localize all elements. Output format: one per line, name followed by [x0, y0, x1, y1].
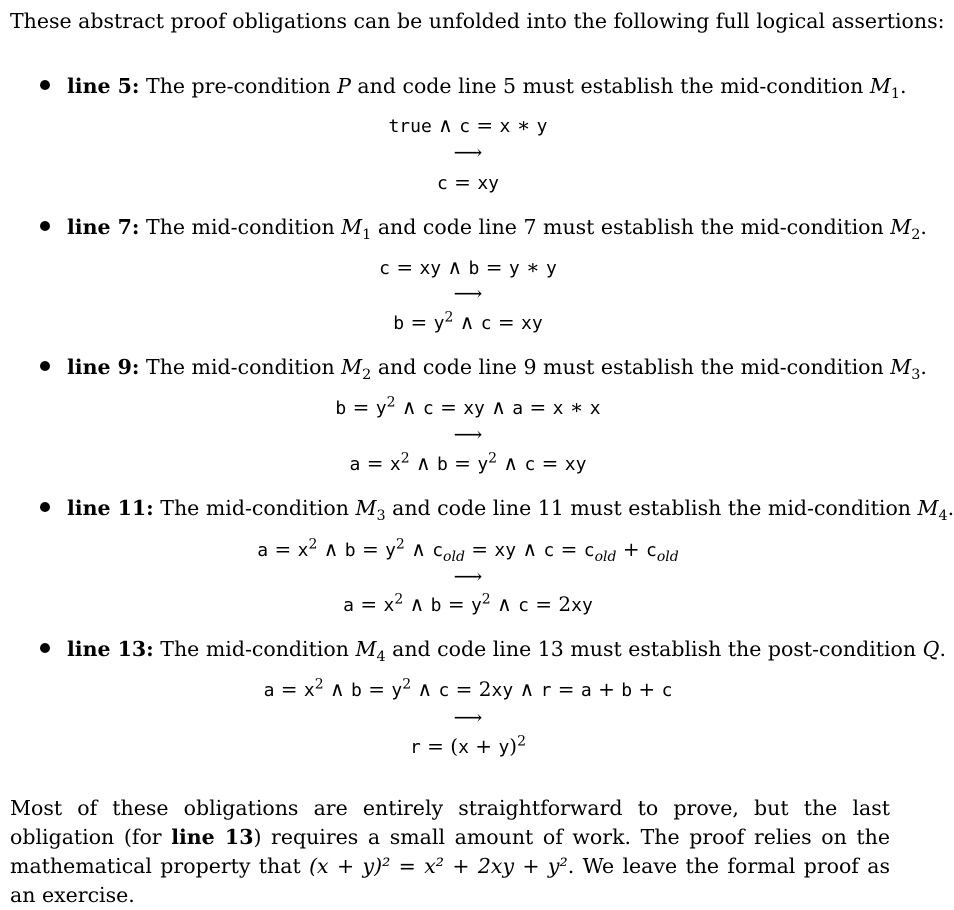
- formula-rhs: $b = y^2$ ∧ c = xy: [393, 309, 543, 334]
- list-item: line 7: The mid-condition $M_1$ and code line 7 must establish the mid-condition $M_2$.: [40, 215, 927, 239]
- implies-arrow: ⟶: [453, 564, 483, 588]
- list-item: line 5: The pre-condition P and code line 5 must establish the mid-condition $M_1$.: [40, 74, 906, 98]
- list-item: line 9: The mid-condition $M_2$ and code line 9 must establish the mid-condition $M_3$.: [40, 355, 927, 379]
- implies-arrow: ⟶: [453, 281, 483, 305]
- bullet-icon: [40, 361, 50, 371]
- bullet-icon: [40, 643, 50, 653]
- formula-rhs: c = xy: [436, 170, 499, 194]
- implies-arrow: ⟶: [453, 705, 483, 729]
- list-item: line 11: The mid-condition $M_3$ and code line 11 must establish the mid-condition $M_4$.: [40, 496, 954, 520]
- closing-paragraph: Most of these obligations are entirely straightforward to prove, but the last obligation (for line 13) requires a small amount of work. The proof relies on the mathematical property that (x + y)² = x² + 2xy + y². We leave the formal proof as an exercise.: [10, 796, 890, 907]
- formula-rhs: $a = x^2$ ∧ $b = y^2$ ∧ c = xy: [349, 450, 587, 475]
- formula-rhs: $r = (x + y)^2$: [409, 733, 527, 758]
- list-item: line 13: The mid-condition $M_4$ and code line 13 must establish the post-condition Q.: [40, 637, 946, 661]
- bullet-icon: [40, 221, 50, 231]
- formula-lhs: true ∧ c = x ∗ y: [388, 113, 548, 137]
- item-label: line 5:: [67, 74, 140, 98]
- formula-rhs: $a = x^2$ ∧ $b = y^2$ ∧ c = 2xy: [343, 591, 593, 616]
- bullet-icon: [40, 502, 50, 512]
- formula-lhs: $a = x^2$ ∧ $b = y^2$ ∧ $c_{old}$ = xy ∧ $c = c_{old} + c_{old}$: [257, 536, 679, 565]
- bullet-icon: [40, 80, 50, 90]
- implies-arrow: ⟶: [453, 422, 483, 446]
- implies-arrow: ⟶: [453, 140, 483, 164]
- formula-lhs: c = xy ∧ b = y ∗ y: [379, 255, 557, 279]
- formula-lhs: $a = x^2$ ∧ $b = y^2$ ∧ c = 2xy ∧ r = a + b + c: [263, 676, 673, 701]
- formula-lhs: $b = y^2$ ∧ c = xy ∧ a = x ∗ x: [335, 394, 601, 419]
- intro-text: These abstract proof obligations can be unfolded into the following full logical assertions:: [10, 9, 945, 33]
- math-identity: (x + y)² = x² + 2xy + y²: [309, 854, 568, 878]
